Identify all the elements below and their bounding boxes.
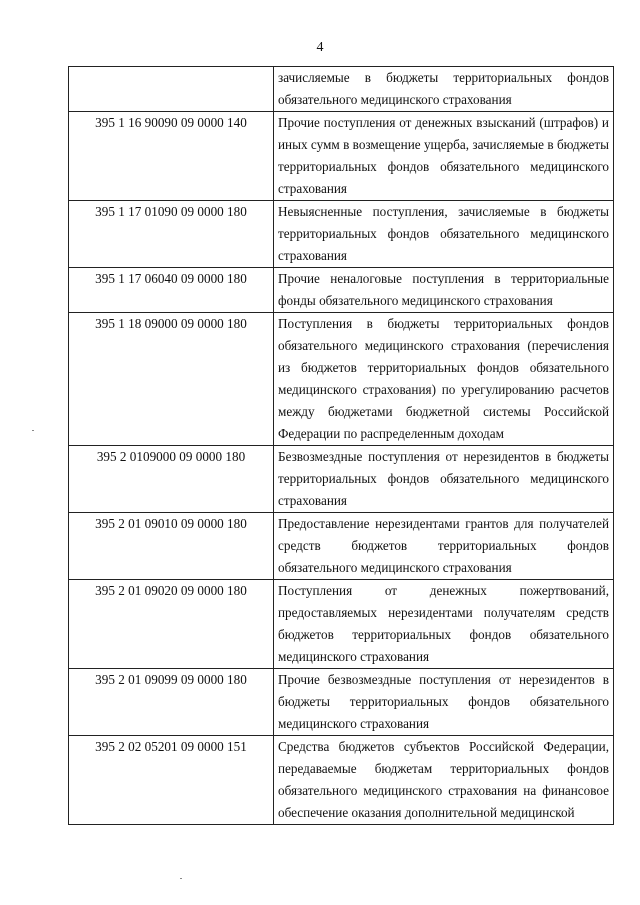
code-cell: 395 2 02 05201 09 0000 151 bbox=[69, 736, 274, 825]
code-cell: 395 1 16 90090 09 0000 140 bbox=[69, 112, 274, 201]
table-row bbox=[69, 112, 614, 201]
description-cell: Предоставление нерезидентами грантов для получателей средств бюджетов территориальных фондов обязательного медицинского страхования bbox=[274, 513, 614, 580]
description-cell: Средства бюджетов субъектов Российской Федерации, передаваемые бюджетам территориальных фондов обязательного медицинского страхования на финансовое обеспечение оказания дополнительной медицинской bbox=[274, 736, 614, 825]
scan-speck bbox=[180, 878, 182, 879]
scan-speck bbox=[32, 430, 34, 431]
page-number: 4 bbox=[316, 40, 324, 55]
table-row bbox=[69, 736, 614, 825]
table-row bbox=[69, 313, 614, 446]
code-cell: 395 2 01 09010 09 0000 180 bbox=[69, 513, 274, 580]
table-row bbox=[69, 201, 614, 268]
description-cell: Поступления в бюджеты территориальных фондов обязательного медицинского страхования (перечисления из бюджетов территориальных фондов обязательного медицинского страхования) по урегулированию расчетов между бюджетами бюджетной системы Российской Федерации по распределенным доходам bbox=[274, 313, 614, 446]
table-row bbox=[69, 268, 614, 313]
description-cell: Прочие поступления от денежных взысканий (штрафов) и иных сумм в возмещение ущерба, зачисляемые в бюджеты территориальных фондов обязательного медицинского страхования bbox=[274, 112, 614, 201]
table-row bbox=[69, 669, 614, 736]
table-row bbox=[69, 446, 614, 513]
description-cell: Безвозмездные поступления от нерезидентов в бюджеты территориальных фондов обязательного медицинского страхования bbox=[274, 446, 614, 513]
revenue-codes-table bbox=[68, 66, 614, 825]
description-cell: Прочие неналоговые поступления в территориальные фонды обязательного медицинского страхования bbox=[274, 268, 614, 313]
code-cell: 395 2 01 09020 09 0000 180 bbox=[69, 580, 274, 669]
table-row bbox=[69, 580, 614, 669]
table-row bbox=[69, 67, 614, 112]
description-cell: зачисляемые в бюджеты территориальных фондов обязательного медицинского страхования bbox=[274, 67, 614, 112]
description-cell: Невыясненные поступления, зачисляемые в бюджеты территориальных фондов обязательного медицинского страхования bbox=[274, 201, 614, 268]
code-cell: 395 2 01 09099 09 0000 180 bbox=[69, 669, 274, 736]
code-cell: 395 1 17 01090 09 0000 180 bbox=[69, 201, 274, 268]
description-cell: Прочие безвозмездные поступления от нерезидентов в бюджеты территориальных фондов обязательного медицинского страхования bbox=[274, 669, 614, 736]
code-cell: 395 1 17 06040 09 0000 180 bbox=[69, 268, 274, 313]
code-cell: 395 1 18 09000 09 0000 180 bbox=[69, 313, 274, 446]
table-row bbox=[69, 513, 614, 580]
code-cell: 395 2 0109000 09 0000 180 bbox=[69, 446, 274, 513]
description-cell: Поступления от денежных пожертвований, предоставляемых нерезидентами получателям средств бюджетов территориальных фондов обязательного медицинского страхования bbox=[274, 580, 614, 669]
code-cell bbox=[69, 67, 274, 112]
